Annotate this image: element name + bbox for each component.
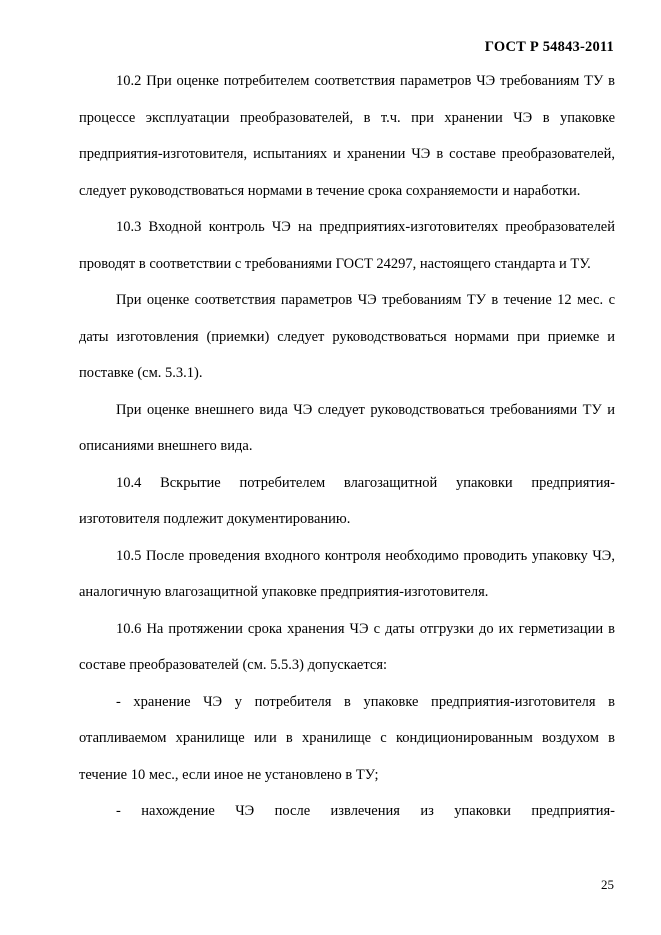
- list-item-removal: - нахождение ЧЭ после извлечения из упаковки предприятия-: [116, 803, 615, 819]
- page-number: 25: [601, 877, 614, 892]
- paragraph-10-3-conformity: При оценке соответствия параметров ЧЭ требованиям ТУ в течение 12 мес. с даты изготовления (приемки) следует руководствоваться нормами при приемке и поставке (см. 5.3.1).: [79, 292, 615, 381]
- paragraph-10-4: 10.4 Вскрытие потребителем влагозащитной упаковки предприятия-изготовителя подлежит документированию.: [79, 474, 615, 527]
- paragraph-10-3-appearance: При оценке внешнего вида ЧЭ следует руководствоваться требованиями ТУ и описаниями внешнего вида.: [79, 401, 615, 454]
- document-header: ГОСТ Р 54843-2011: [484, 39, 614, 55]
- paragraph-10-6: 10.6 На протяжении срока хранения ЧЭ с даты отгрузки до их герметизации в составе преобразователей (см. 5.5.3) допускается:: [79, 620, 615, 673]
- paragraph-10-5: 10.5 После проведения входного контроля необходимо проводить упаковку ЧЭ, аналогичную влагозащитной упаковке предприятия-изготовителя.: [79, 547, 615, 600]
- paragraph-10-2: 10.2 При оценке потребителем соответствия параметров ЧЭ требованиям ТУ в процессе эксплуатации преобразователей, в т.ч. при хранении ЧЭ в упаковке предприятия-изготовителя, испытаниях и хранении ЧЭ в составе преобразователей, следует руководствоваться нормами в течение срока сохраняемости и наработки.: [79, 73, 615, 199]
- paragraph-10-3: 10.3 Входной контроль ЧЭ на предприятиях-изготовителях преобразователей проводят в соответствии с требованиями ГОСТ 24297, настоящего стандарта и ТУ.: [79, 219, 615, 272]
- list-item-storage: - хранение ЧЭ у потребителя в упаковке предприятия-изготовителя в отапливаемом хранилище или в хранилище с кондиционированным воздухом в течение 10 мес., если иное не установлено в ТУ;: [79, 693, 615, 783]
- document-body: [79, 63, 615, 830]
